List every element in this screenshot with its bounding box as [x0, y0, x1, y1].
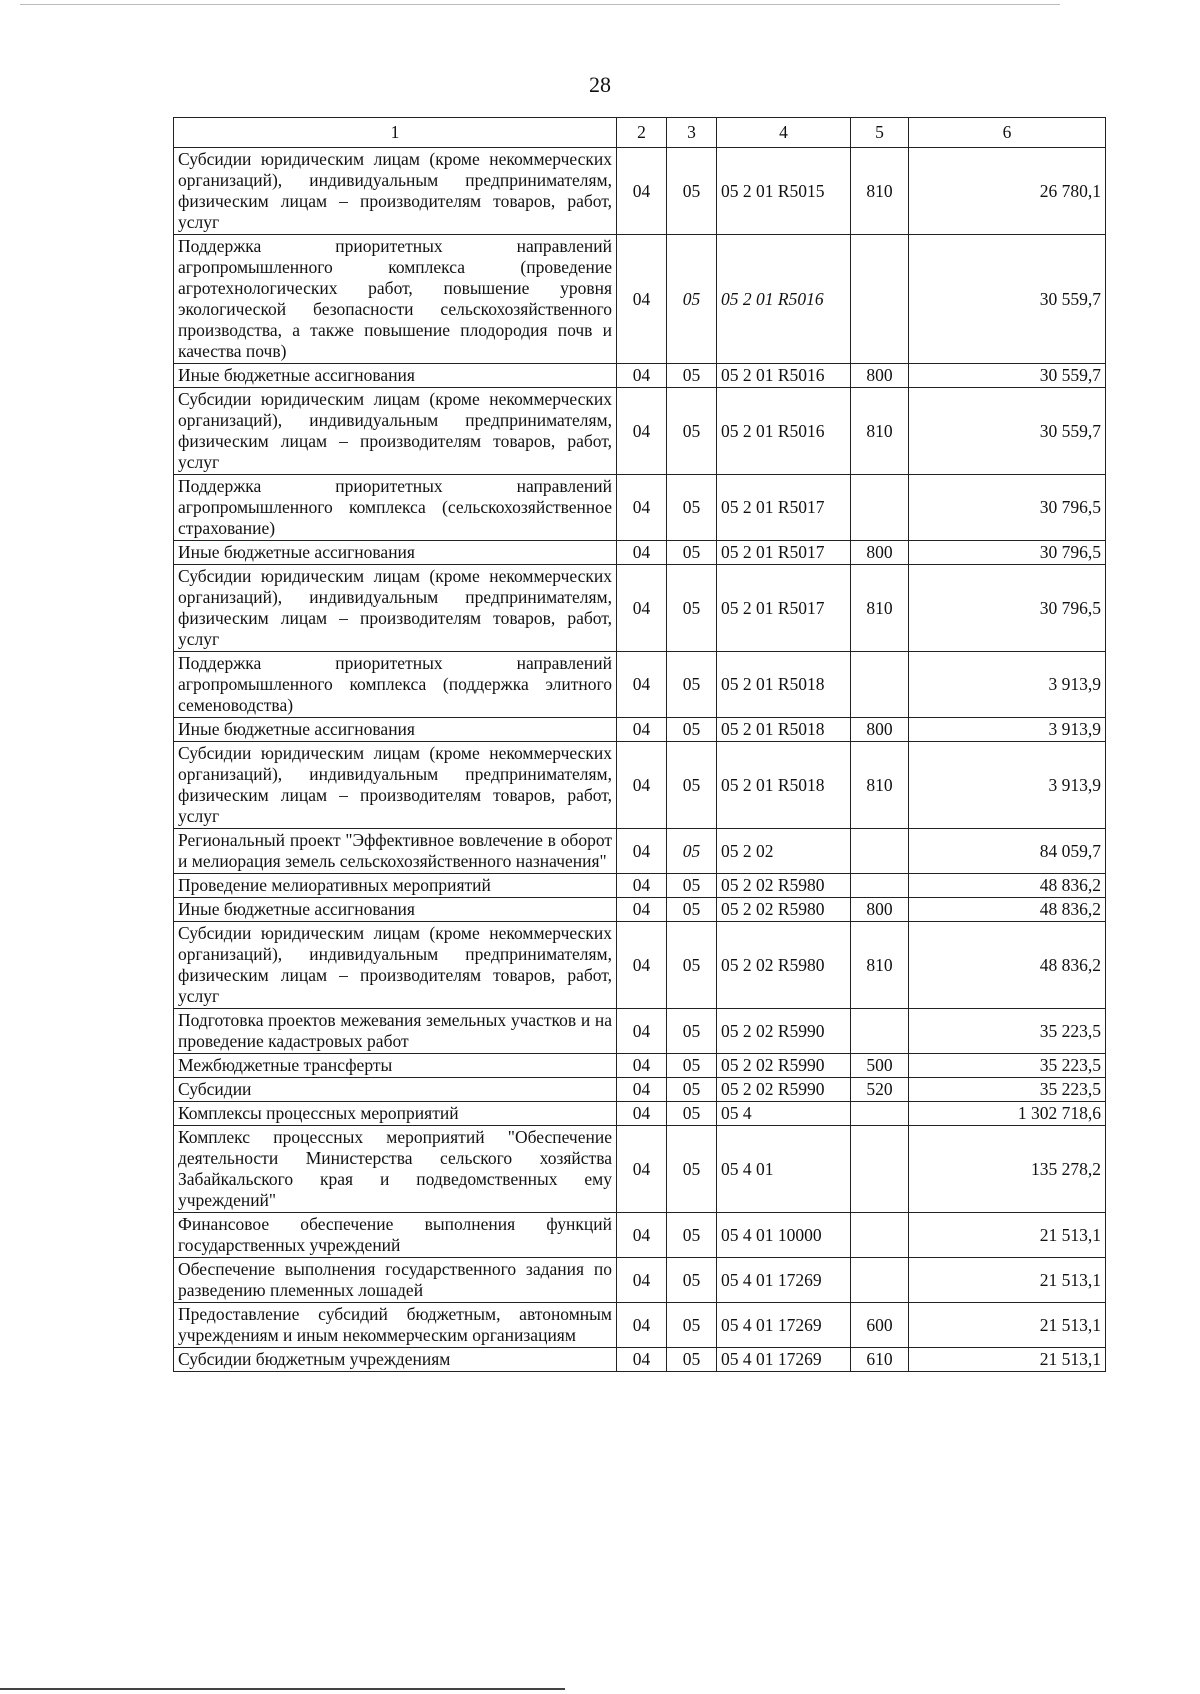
row-amount: 30 559,7: [909, 364, 1106, 388]
header-row: [174, 118, 1106, 148]
row-description: Комплексы процессных мероприятий: [174, 1102, 617, 1126]
row-section-code: 04: [617, 475, 667, 541]
row-subsection-code: 05: [667, 922, 717, 1009]
row-expense-type: 800: [851, 541, 909, 565]
row-description: Субсидии юридическим лицам (кроме некоммерческих организаций), индивидуальным предпринимателям, физическим лицам – производителям товаров, работ, услуг: [174, 742, 617, 829]
row-description: Субсидии юридическим лицам (кроме некоммерческих организаций), индивидуальным предпринимателям, физическим лицам – производителям товаров, работ, услуг: [174, 388, 617, 475]
row-expense-type: 600: [851, 1303, 909, 1348]
row-amount: 3 913,9: [909, 742, 1106, 829]
row-subsection-code: 05: [667, 1126, 717, 1213]
page-number: 28: [589, 72, 611, 97]
row-expense-type: [851, 1009, 909, 1054]
row-target-article: 05 2 01 R5018: [717, 742, 851, 829]
row-expense-type: [851, 829, 909, 874]
header-col-4: 4: [717, 118, 851, 148]
row-expense-type: [851, 1126, 909, 1213]
row-target-article: 05 4 01: [717, 1126, 851, 1213]
row-description: Субсидии юридическим лицам (кроме некоммерческих организаций), индивидуальным предпринимателям, физическим лицам – производителям товаров, работ, услуг: [174, 148, 617, 235]
row-subsection-code: 05: [667, 1009, 717, 1054]
row-description: Проведение мелиоративных мероприятий: [174, 874, 617, 898]
row-expense-type: 810: [851, 388, 909, 475]
row-subsection-code: 05: [667, 364, 717, 388]
row-description: Поддержка приоритетных направлений агропромышленного комплекса (проведение агротехнологических работ, повышение уровня экологической безопасности сельскохозяйственного производства, а также повышение плодородия почв и качества почв): [174, 235, 617, 364]
row-description: Иные бюджетные ассигнования: [174, 364, 617, 388]
table-header: [174, 118, 1106, 148]
row-section-code: 04: [617, 922, 667, 1009]
row-section-code: 04: [617, 898, 667, 922]
row-description: Иные бюджетные ассигнования: [174, 718, 617, 742]
row-amount: 35 223,5: [909, 1078, 1106, 1102]
row-target-article: 05 2 01 R5017: [717, 541, 851, 565]
row-expense-type: 800: [851, 718, 909, 742]
row-expense-type: [851, 874, 909, 898]
row-expense-type: [851, 1102, 909, 1126]
row-description: Субсидии юридическим лицам (кроме некоммерческих организаций), индивидуальным предпринимателям, физическим лицам – производителям товаров, работ, услуг: [174, 922, 617, 1009]
row-section-code: 04: [617, 718, 667, 742]
header-col-1: 1: [174, 118, 617, 148]
row-amount: 21 513,1: [909, 1258, 1106, 1303]
table-row: [174, 874, 1106, 898]
row-amount: 30 796,5: [909, 541, 1106, 565]
row-section-code: 04: [617, 652, 667, 718]
row-target-article: 05 2 02 R5980: [717, 898, 851, 922]
row-expense-type: [851, 235, 909, 364]
row-description: Обеспечение выполнения государственного задания по разведению племенных лошадей: [174, 1258, 617, 1303]
row-subsection-code: 05: [667, 898, 717, 922]
row-amount: 21 513,1: [909, 1213, 1106, 1258]
row-section-code: 04: [617, 1126, 667, 1213]
row-description: Поддержка приоритетных направлений агропромышленного комплекса (поддержка элитного семеноводства): [174, 652, 617, 718]
row-section-code: 04: [617, 1303, 667, 1348]
row-expense-type: [851, 1258, 909, 1303]
row-subsection-code: 05: [667, 1054, 717, 1078]
row-expense-type: [851, 1213, 909, 1258]
row-subsection-code: 05: [667, 1102, 717, 1126]
table-row: [174, 1078, 1106, 1102]
row-amount: 135 278,2: [909, 1126, 1106, 1213]
row-target-article: 05 2 01 R5016: [717, 388, 851, 475]
row-expense-type: 500: [851, 1054, 909, 1078]
row-target-article: 05 2 01 R5015: [717, 148, 851, 235]
row-section-code: 04: [617, 148, 667, 235]
row-section-code: 04: [617, 1102, 667, 1126]
row-expense-type: 810: [851, 148, 909, 235]
row-description: Комплекс процессных мероприятий "Обеспечение деятельности Министерства сельского хозяйства Забайкальского края и подведомственных ему учреждений": [174, 1126, 617, 1213]
row-amount: 30 559,7: [909, 388, 1106, 475]
table-row: [174, 1348, 1106, 1372]
row-amount: 48 836,2: [909, 898, 1106, 922]
row-description: Финансовое обеспечение выполнения функций государственных учреждений: [174, 1213, 617, 1258]
row-amount: 48 836,2: [909, 874, 1106, 898]
table-row: [174, 652, 1106, 718]
table-row: [174, 1102, 1106, 1126]
table-row: [174, 829, 1106, 874]
row-amount: 84 059,7: [909, 829, 1106, 874]
row-target-article: 05 4 01 17269: [717, 1348, 851, 1372]
row-description: Субсидии бюджетным учреждениям: [174, 1348, 617, 1372]
row-section-code: 04: [617, 565, 667, 652]
table-row: [174, 742, 1106, 829]
row-description: Региональный проект "Эффективное вовлечение в оборот и мелиорация земель сельскохозяйственного назначения": [174, 829, 617, 874]
table-row: [174, 364, 1106, 388]
row-amount: 48 836,2: [909, 922, 1106, 1009]
row-amount: 30 559,7: [909, 235, 1106, 364]
row-description: Подготовка проектов межевания земельных участков и на проведение кадастровых работ: [174, 1009, 617, 1054]
table-row: [174, 388, 1106, 475]
header-col-2: 2: [617, 118, 667, 148]
row-amount: 30 796,5: [909, 475, 1106, 541]
table-row: [174, 1303, 1106, 1348]
row-section-code: 04: [617, 1258, 667, 1303]
row-amount: 3 913,9: [909, 718, 1106, 742]
table-row: [174, 1126, 1106, 1213]
row-subsection-code: 05: [667, 565, 717, 652]
row-target-article: 05 4 01 10000: [717, 1213, 851, 1258]
row-section-code: 04: [617, 1213, 667, 1258]
table-row: [174, 565, 1106, 652]
row-subsection-code: 05: [667, 829, 717, 874]
row-section-code: 04: [617, 1054, 667, 1078]
row-section-code: 04: [617, 829, 667, 874]
row-amount: 3 913,9: [909, 652, 1106, 718]
header-col-6: 6: [909, 118, 1106, 148]
row-section-code: 04: [617, 1009, 667, 1054]
table-row: [174, 475, 1106, 541]
row-expense-type: 800: [851, 364, 909, 388]
row-target-article: 05 2 02 R5990: [717, 1078, 851, 1102]
row-description: Поддержка приоритетных направлений агропромышленного комплекса (сельскохозяйственное страхование): [174, 475, 617, 541]
row-description: Иные бюджетные ассигнования: [174, 898, 617, 922]
row-expense-type: [851, 475, 909, 541]
row-expense-type: 810: [851, 922, 909, 1009]
row-subsection-code: 05: [667, 652, 717, 718]
table-row: [174, 922, 1106, 1009]
table-row: [174, 235, 1106, 364]
row-section-code: 04: [617, 364, 667, 388]
row-target-article: 05 4 01 17269: [717, 1303, 851, 1348]
row-section-code: 04: [617, 541, 667, 565]
row-subsection-code: 05: [667, 388, 717, 475]
row-amount: 35 223,5: [909, 1009, 1106, 1054]
row-target-article: 05 2 01 R5016: [717, 235, 851, 364]
row-subsection-code: 05: [667, 1213, 717, 1258]
table-row: [174, 541, 1106, 565]
row-target-article: 05 4 01 17269: [717, 1258, 851, 1303]
row-subsection-code: 05: [667, 235, 717, 364]
row-target-article: 05 2 01 R5018: [717, 718, 851, 742]
row-expense-type: 810: [851, 565, 909, 652]
row-expense-type: 610: [851, 1348, 909, 1372]
row-section-code: 04: [617, 388, 667, 475]
row-subsection-code: 05: [667, 148, 717, 235]
scan-bottom-edge-line: [0, 1688, 565, 1690]
row-target-article: 05 2 02: [717, 829, 851, 874]
row-amount: 35 223,5: [909, 1054, 1106, 1078]
row-description: Иные бюджетные ассигнования: [174, 541, 617, 565]
row-section-code: 04: [617, 874, 667, 898]
row-amount: 26 780,1: [909, 148, 1106, 235]
table-row: [174, 898, 1106, 922]
row-expense-type: 520: [851, 1078, 909, 1102]
row-target-article: 05 2 02 R5990: [717, 1054, 851, 1078]
row-description: Предоставление субсидий бюджетным, автономным учреждениям и иным некоммерческим организациям: [174, 1303, 617, 1348]
row-expense-type: 800: [851, 898, 909, 922]
row-expense-type: [851, 652, 909, 718]
row-description: Субсидии: [174, 1078, 617, 1102]
table-row: [174, 148, 1106, 235]
row-amount: 1 302 718,6: [909, 1102, 1106, 1126]
table-row: [174, 718, 1106, 742]
row-target-article: 05 2 02 R5980: [717, 874, 851, 898]
row-subsection-code: 05: [667, 1348, 717, 1372]
scan-top-edge-line: [20, 4, 1060, 5]
row-amount: 30 796,5: [909, 565, 1106, 652]
row-subsection-code: 05: [667, 1303, 717, 1348]
row-subsection-code: 05: [667, 1078, 717, 1102]
row-target-article: 05 2 02 R5980: [717, 922, 851, 1009]
row-target-article: 05 2 02 R5990: [717, 1009, 851, 1054]
row-amount: 21 513,1: [909, 1303, 1106, 1348]
budget-table: [173, 117, 1106, 1372]
row-target-article: 05 4: [717, 1102, 851, 1126]
row-subsection-code: 05: [667, 718, 717, 742]
row-target-article: 05 2 01 R5017: [717, 475, 851, 541]
table-row: [174, 1054, 1106, 1078]
row-description: Межбюджетные трансферты: [174, 1054, 617, 1078]
row-section-code: 04: [617, 1348, 667, 1372]
row-subsection-code: 05: [667, 874, 717, 898]
row-subsection-code: 05: [667, 541, 717, 565]
row-description: Субсидии юридическим лицам (кроме некоммерческих организаций), индивидуальным предпринимателям, физическим лицам – производителям товаров, работ, услуг: [174, 565, 617, 652]
row-section-code: 04: [617, 1078, 667, 1102]
row-target-article: 05 2 01 R5017: [717, 565, 851, 652]
row-amount: 21 513,1: [909, 1348, 1106, 1372]
header-col-3: 3: [667, 118, 717, 148]
row-subsection-code: 05: [667, 475, 717, 541]
row-subsection-code: 05: [667, 742, 717, 829]
row-subsection-code: 05: [667, 1258, 717, 1303]
table-row: [174, 1213, 1106, 1258]
row-section-code: 04: [617, 742, 667, 829]
table-row: [174, 1009, 1106, 1054]
row-section-code: 04: [617, 235, 667, 364]
row-expense-type: 810: [851, 742, 909, 829]
table-row: [174, 1258, 1106, 1303]
table-body: [174, 148, 1106, 1372]
row-target-article: 05 2 01 R5016: [717, 364, 851, 388]
header-col-5: 5: [851, 118, 909, 148]
row-target-article: 05 2 01 R5018: [717, 652, 851, 718]
